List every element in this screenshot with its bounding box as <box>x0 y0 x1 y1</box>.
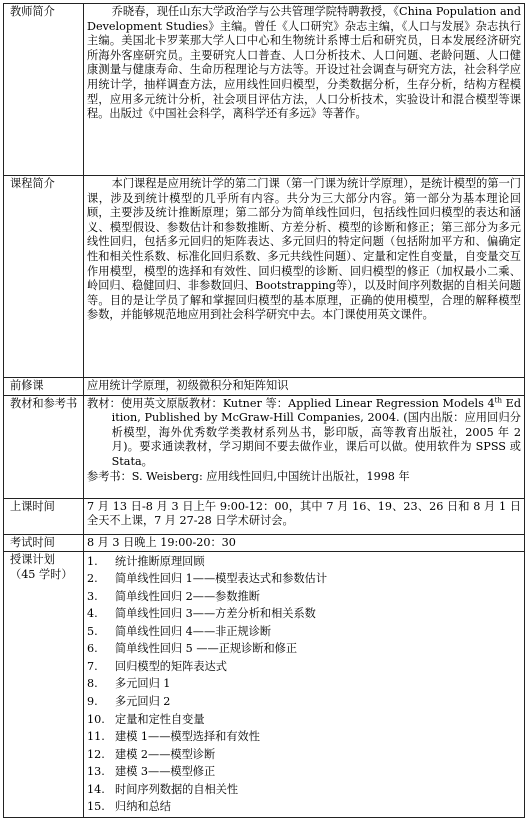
teacher-text: 乔晓春，现任山东大学政治学与公共管理学院特聘教授，《China Population and Development Studies》主编。曾任《人口研究》杂志主编，《人口与发展》杂志执行主编。美国北卡罗莱那大学人口中心和生物统计系博士后和研究员，日本发展经济研究所海外客座研究员。主要研究人口普查、人口分析技术、人口问题、老龄问题、人口健康测量与健康寿命、生命历程理论与方法等。开设过社会调查与研究方法，社会科学应用统计学，抽样调查方法，应用线性回归模型，分类数据分析，生存分析，结构方程模型，应用多元统计分析，社会项目评估方法，人口分析技术，实验设计和混合模型等课程。出版过《中国社会科学，离科学还有多远》等著作。 <box>87 5 521 121</box>
plan-cell <box>84 552 525 818</box>
plan-item <box>87 658 521 676</box>
books-label: 教材和参考书 <box>4 395 84 498</box>
plan-label-line1: 授课计划 <box>10 553 55 567</box>
plan-item <box>87 746 521 764</box>
course-text: 本门课程是应用统计学的第二门课（第一门课为统计学原理），是统计模型的第一门课，涉及到统计模型的几乎所有内容。共分为三大部分内容。第一部分为基本理论回顾，主要涉及统计推断原理；第二部分为简单线性回归，包括线性回归模型的表达和涵义、模型假设、参数估计和参数推断、方差分析、模型的诊断和修正；第三部分为多元线性回归，包括多元回归的矩阵表达、多元回归的特定问题（包括附加平方和、偏确定性和相关性系数、标准化回归系数、多元共线性问题）、定量和定性自变量，自变量交互作用模型，模型的选择和有效性、回归模型的诊断、回归模型的修正（加权最小二乘、岭回归、稳健回归、非参数回归、Bootstrapping等），以及时间序列数据的自相关问题等。目的是让学员了解和掌握回归模型的基本原理，正确的使用模型，合理的解释模型参数，并能够规范地应用到社会科学研究中去。本门课使用英文课件。 <box>87 177 521 322</box>
plan-item-number: 2. <box>87 572 98 586</box>
plan-item <box>87 799 521 817</box>
plan-item-number: 5. <box>87 624 98 638</box>
plan-item-number: 4. <box>87 607 98 621</box>
plan-item <box>87 694 521 712</box>
plan-item <box>87 729 521 747</box>
plan-list <box>87 553 521 816</box>
course-info-table <box>3 3 525 818</box>
plan-item-text: 定量和定性自变量 <box>115 712 205 726</box>
course-label: 课程简介 <box>4 176 84 378</box>
prereq-text: 应用统计学原理，初级微积分和矩阵知识 <box>84 378 525 396</box>
plan-item-number: 7. <box>87 659 98 673</box>
plan-item-text: 建模 3——模型修正 <box>115 765 216 779</box>
plan-item-text: 简单线性回归 3——方差分析和相关系数 <box>115 607 316 621</box>
plan-item <box>87 781 521 799</box>
plan-item-text: 归纳和总结 <box>115 800 171 814</box>
row-plan <box>4 552 525 818</box>
plan-item-number: 3. <box>87 589 98 603</box>
row-books <box>4 395 525 498</box>
plan-item <box>87 553 521 571</box>
plan-item <box>87 588 521 606</box>
plan-item <box>87 606 521 624</box>
plan-item-number: 10. <box>87 712 105 726</box>
course-cell <box>84 176 525 378</box>
plan-item <box>87 711 521 729</box>
textbook-post: Edition, Published by McGraw-Hill Companies, 2004. (国内出版：应用回归分析模型，海外优秀数学类教材系列丛书，影印版，高等教育出版社，2005 年 2 月)。要求通读教材，学习期间不要去做作业，课后可以做。使用软件为 SPSS 或 Stata。 <box>111 396 521 468</box>
plan-item-number: 14. <box>87 782 105 796</box>
plan-label-line2: （45 学时） <box>10 567 73 581</box>
plan-item-number: 6. <box>87 642 98 656</box>
schedule-text: 7 月 13 日-8 月 3 日上午 9:00-12：00，其中 7 月 16、19、23、26 日和 8 月 1 日全天不上课，7 月 27-28 日学术研讨会。 <box>84 498 525 534</box>
plan-item <box>87 764 521 782</box>
plan-item-number: 9. <box>87 695 98 709</box>
plan-item <box>87 641 521 659</box>
plan-item <box>87 676 521 694</box>
plan-item-number: 8. <box>87 677 98 691</box>
plan-item-text: 简单线性回归 5 ——正规诊断和修正 <box>115 642 298 656</box>
reference-text: 参考书：S. Weisberg: 应用线性回归,中国统计出版社，1998 年 <box>87 469 410 483</box>
plan-item-number: 1. <box>87 554 98 568</box>
prereq-label: 前修课 <box>4 378 84 396</box>
plan-item-text: 多元回归 1 <box>115 677 171 691</box>
row-teacher <box>4 4 525 176</box>
textbook-text <box>87 397 521 470</box>
schedule-label: 上课时间 <box>4 498 84 534</box>
plan-item <box>87 571 521 589</box>
plan-item-number: 13. <box>87 765 105 779</box>
row-course <box>4 176 525 378</box>
row-exam <box>4 534 525 552</box>
exam-label: 考试时间 <box>4 534 84 552</box>
plan-item-text: 统计推断原理回顾 <box>115 554 205 568</box>
plan-item <box>87 623 521 641</box>
plan-item-number: 15. <box>87 800 105 814</box>
textbook-sup: th <box>494 395 502 404</box>
textbook-pre: 教材：使用英文原版教材：Kutner 等：Applied Linear Regression Models 4 <box>87 396 495 410</box>
row-schedule <box>4 498 525 534</box>
plan-item-text: 建模 2——模型诊断 <box>115 747 216 761</box>
plan-item-text: 回归模型的矩阵表达式 <box>115 659 227 673</box>
plan-item-text: 多元回归 2 <box>115 695 171 709</box>
books-cell <box>84 395 525 498</box>
teacher-label: 教师简介 <box>4 4 84 176</box>
plan-item-text: 简单线性回归 1——模型表达式和参数估计 <box>115 572 328 586</box>
plan-item-number: 12. <box>87 747 105 761</box>
exam-text: 8 月 3 日晚上 19:00-20：30 <box>84 534 525 552</box>
plan-item-text: 建模 1——模型选择和有效性 <box>115 730 260 744</box>
plan-item-text: 简单线性回归 4——非正规诊断 <box>115 624 272 638</box>
row-prereq <box>4 378 525 396</box>
plan-item-text: 时间序列数据的自相关性 <box>115 782 239 796</box>
plan-label <box>4 552 84 818</box>
teacher-cell <box>84 4 525 176</box>
plan-item-text: 简单线性回归 2——参数推断 <box>115 589 260 603</box>
plan-item-number: 11. <box>87 730 105 744</box>
